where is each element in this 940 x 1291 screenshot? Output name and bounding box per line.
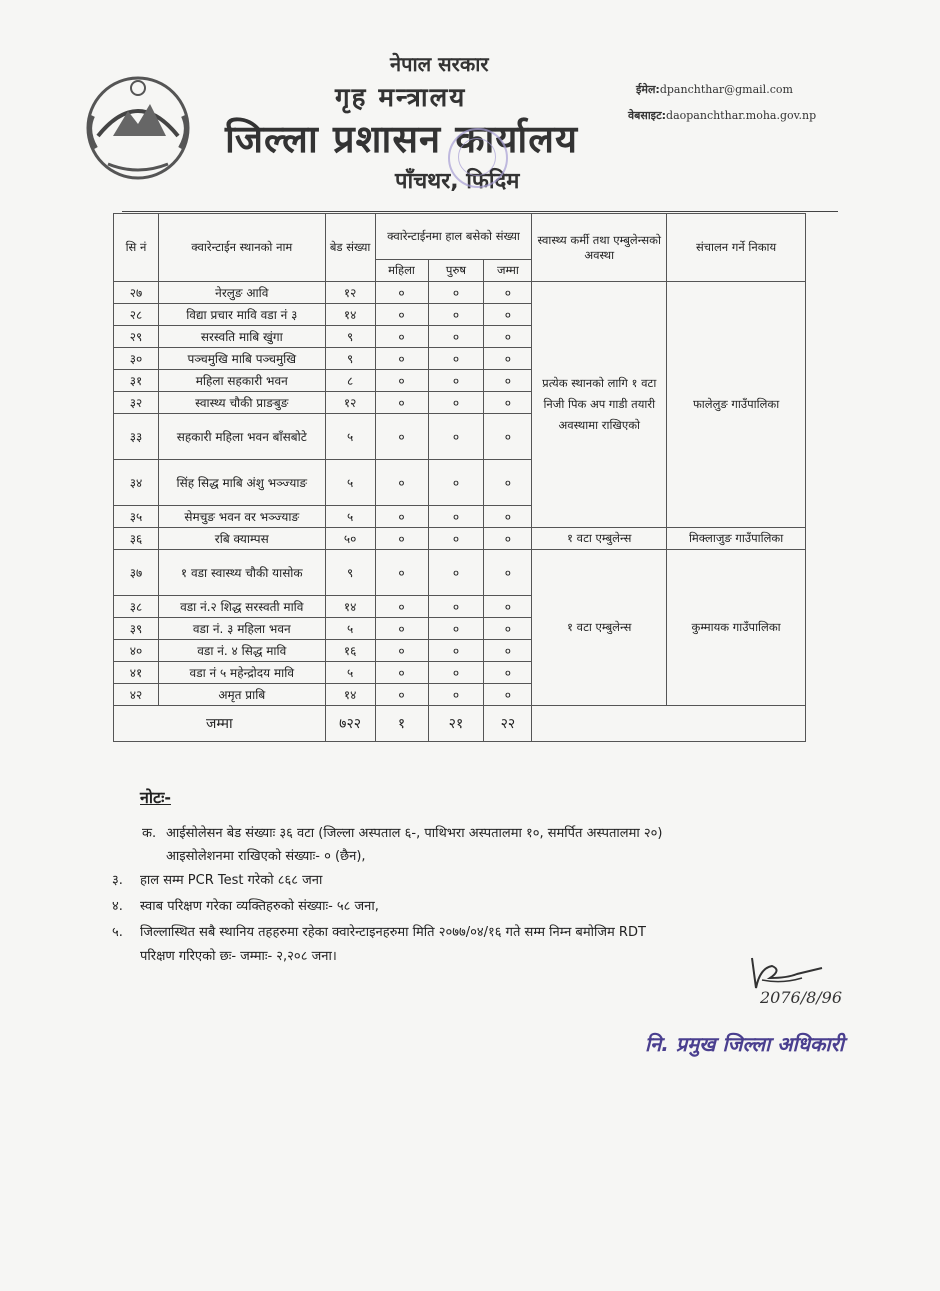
header-total: जम्मा (484, 260, 532, 282)
group3-health: १ वटा एम्बुलेन्स (532, 550, 667, 706)
cell-total: ० (484, 348, 532, 370)
website-label: वेबसाइट: (628, 109, 667, 122)
cell-sn: ३३ (114, 414, 159, 460)
cell-beds: ५ (325, 662, 375, 684)
cell-beds: ९ (325, 326, 375, 348)
cell-total: ० (484, 370, 532, 392)
cell-sn: ४२ (114, 684, 159, 706)
cell-female: ० (375, 550, 428, 596)
cell-name: वडा नं. ४ सिद्ध मावि (158, 640, 325, 662)
header-current: क्वारेन्टाईनमा हाल बसेको संख्या (375, 214, 532, 260)
cell-female: ० (375, 506, 428, 528)
note-pcr: हाल सम्म PCR Test गरेको ८६८ जना (140, 873, 323, 888)
cell-beds: १४ (325, 304, 375, 326)
cell-total: ० (484, 662, 532, 684)
cell-female: ० (375, 414, 428, 460)
header-operator: संचालन गर्ने निकाय (667, 214, 806, 282)
cell-total: ० (484, 392, 532, 414)
cell-beds: १२ (325, 392, 375, 414)
cell-sn: २७ (114, 282, 159, 304)
cell-total: ० (484, 506, 532, 528)
cell-male: ० (428, 640, 484, 662)
cell-male: ० (428, 618, 484, 640)
note-isolation-beds: आईसोलेसन बेड संख्याः ३६ वटा (जिल्ला अस्पताल ६-, पाथिभरा अस्पतालमा १०, समर्पित अस्पतालमा २०) (166, 826, 663, 841)
cell-beds: १२ (325, 282, 375, 304)
cell-female: ० (375, 326, 428, 348)
group3-operator: कुम्मायक गाउँपालिका (667, 550, 806, 706)
cell-name: विद्या प्रचार मावि वडा नं ३ (158, 304, 325, 326)
cell-beds: ५० (325, 528, 375, 550)
cell-male: ० (428, 414, 484, 460)
note-marker: ३. (112, 873, 123, 888)
cell-name: सेमचुङ भवन वर भञ्ज्याङ (158, 506, 325, 528)
note-marker: क. (142, 826, 157, 841)
cell-male: ० (428, 550, 484, 596)
cell-total: ० (484, 326, 532, 348)
cell-sn: ३१ (114, 370, 159, 392)
note-marker: ५. (112, 925, 123, 940)
cell-name: नेरलुङ आवि (158, 282, 325, 304)
cell-beds: ५ (325, 506, 375, 528)
cell-male: ० (428, 326, 484, 348)
note-marker: ४. (112, 899, 123, 914)
cell-beds: ५ (325, 460, 375, 506)
signature-date: 2076/8/96 (760, 988, 843, 1007)
group1-operator: फालेलुङ गाउँपालिका (667, 282, 806, 528)
note-isolation-count: आइसोलेशनमा राखिएको संख्याः- ० (छैन), (166, 849, 366, 864)
table-row (114, 550, 806, 596)
note-swab: स्वाब परिक्षण गरेका व्यक्तिहरुको संख्याः- ५८ जना, (140, 899, 379, 914)
header-male: पुरुष (428, 260, 484, 282)
cell-male: ० (428, 506, 484, 528)
cell-male: ० (428, 282, 484, 304)
cell-sn: ३० (114, 348, 159, 370)
cell-total: ० (484, 596, 532, 618)
cell-sn: ४० (114, 640, 159, 662)
total-label: जम्मा (114, 706, 326, 742)
cell-sn: ३७ (114, 550, 159, 596)
cell-name: स्वास्थ्य चौकी प्राङबुङ (158, 392, 325, 414)
cell-sn: ३४ (114, 460, 159, 506)
cell-name: वडा नं. ३ महिला भवन (158, 618, 325, 640)
total-female: १ (375, 706, 428, 742)
cell-total: ० (484, 640, 532, 662)
cell-male: ० (428, 460, 484, 506)
table-row (114, 282, 806, 304)
cell-beds: १४ (325, 596, 375, 618)
note-rdt-line1: जिल्लास्थित सबै स्थानिय तहहरुमा रहेका क्वारेन्टाइनहरुमा मिति २०७७/०४/१६ गते सम्म निम्न बमोजिम RDT (140, 925, 646, 940)
cell-female: ० (375, 304, 428, 326)
cell-male: ० (428, 304, 484, 326)
cell-sn: ३८ (114, 596, 159, 618)
total-beds: ७२२ (325, 706, 375, 742)
header-name: क्वारेन्टाईन स्थानको नाम (158, 214, 325, 282)
cell-beds: ८ (325, 370, 375, 392)
cell-female: ० (375, 348, 428, 370)
office-stamp (448, 128, 508, 188)
cell-female: ० (375, 618, 428, 640)
cell-sn: २९ (114, 326, 159, 348)
cell-female: ० (375, 640, 428, 662)
quarantine-table (113, 213, 806, 742)
cell-beds: ९ (325, 550, 375, 596)
header-female: महिला (375, 260, 428, 282)
cell-total: ० (484, 528, 532, 550)
notes-title: नोटः- (140, 788, 171, 807)
cell-female: ० (375, 392, 428, 414)
cell-beds: ५ (325, 618, 375, 640)
email-line (636, 82, 793, 97)
cell-sn: ३२ (114, 392, 159, 414)
header-sn: सि नं (114, 214, 159, 282)
group1-health: प्रत्येक स्थानको लागि १ वटा निजी पिक अप गाडी तयारी अवस्थामा राखिएको (532, 282, 667, 528)
header-divider (122, 211, 838, 212)
cell-name: पञ्चमुखि माबि पञ्चमुखि (158, 348, 325, 370)
cell-sn: २८ (114, 304, 159, 326)
website-value: daopanchthar.moha.gov.np (666, 109, 817, 122)
cell-name: वडा नं.२ शिद्ध सरस्वती मावि (158, 596, 325, 618)
cell-beds: १४ (325, 684, 375, 706)
cell-total: ० (484, 684, 532, 706)
cell-male: ० (428, 528, 484, 550)
header-beds: बेड संख्या (325, 214, 375, 282)
cell-female: ० (375, 528, 428, 550)
email-value: dpanchthar@gmail.com (659, 83, 793, 96)
cell-sn: ४१ (114, 662, 159, 684)
cell-female: ० (375, 596, 428, 618)
office-name: जिल्ला प्रशासन कार्यालय (225, 117, 579, 161)
cell-total: ० (484, 282, 532, 304)
total-empty (532, 706, 806, 742)
cell-female: ० (375, 282, 428, 304)
ministry-name: गृह मन्त्रालय (335, 83, 467, 113)
cell-male: ० (428, 684, 484, 706)
website-line (628, 108, 816, 123)
total-row (114, 706, 806, 742)
cell-beds: ९ (325, 348, 375, 370)
cell-total: ० (484, 414, 532, 460)
header-health: स्वास्थ्य कर्मी तथा एम्बुलेन्सको अवस्था (532, 214, 667, 282)
cell-male: ० (428, 370, 484, 392)
cell-female: ० (375, 684, 428, 706)
cell-total: ० (484, 618, 532, 640)
cell-name: रबि क्याम्पस (158, 528, 325, 550)
cell-beds: १६ (325, 640, 375, 662)
cell-female: ० (375, 460, 428, 506)
cell-male: ० (428, 392, 484, 414)
cell-sn: ३९ (114, 618, 159, 640)
table-row (114, 528, 806, 550)
cell-male: ० (428, 596, 484, 618)
cell-total: ० (484, 550, 532, 596)
cell-total: ० (484, 460, 532, 506)
cell-name: महिला सहकारी भवन (158, 370, 325, 392)
cell-total: ० (484, 304, 532, 326)
group2-operator: मिक्लाजुङ गाउँपालिका (667, 528, 806, 550)
note-rdt-line2: परिक्षण गरिएको छः- जम्माः- २,२०८ जना। (140, 949, 337, 964)
cell-female: ० (375, 370, 428, 392)
cell-name: १ वडा स्वास्थ्य चौकी यासोक (158, 550, 325, 596)
cell-female: ० (375, 662, 428, 684)
cell-beds: ५ (325, 414, 375, 460)
cell-sn: ३५ (114, 506, 159, 528)
cell-sn: ३६ (114, 528, 159, 550)
group2-health: १ वटा एम्बुलेन्स (532, 528, 667, 550)
cell-name: सिंह सिद्ध माबि अंशु भञ्ज्याङ (158, 460, 325, 506)
total-male: २१ (428, 706, 484, 742)
cell-male: ० (428, 662, 484, 684)
email-label: ईमेल: (636, 83, 660, 96)
cell-name: अमृत प्राबि (158, 684, 325, 706)
cell-name: सरस्वति माबि खुंगा (158, 326, 325, 348)
office-location: पाँचथर, फिदिम (395, 169, 520, 194)
total-total: २२ (484, 706, 532, 742)
cell-name: सहकारी महिला भवन बाँसबोटे (158, 414, 325, 460)
cell-name: वडा नं ५ महेन्द्रोदय मावि (158, 662, 325, 684)
nepal-emblem-icon (78, 66, 198, 184)
officer-title: नि. प्रमुख जिल्ला अधिकारी (645, 1032, 844, 1056)
cell-male: ० (428, 348, 484, 370)
government-name: नेपाल सरकार (390, 52, 489, 76)
